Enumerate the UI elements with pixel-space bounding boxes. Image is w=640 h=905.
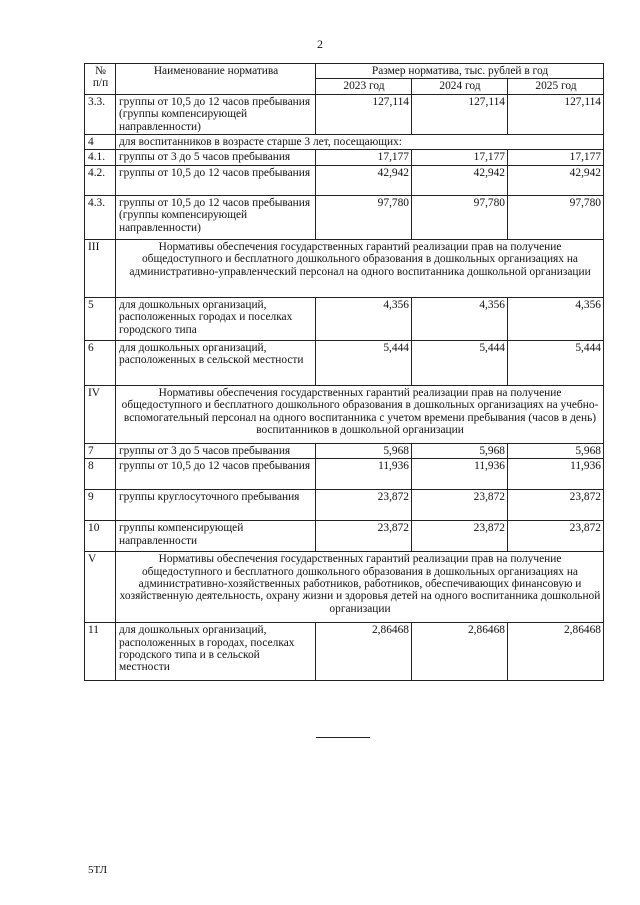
table-row <box>85 195 604 239</box>
row-number: 7 <box>85 443 116 458</box>
header-year-2025: 2025 год <box>508 79 604 94</box>
row-value-2025: 5,968 <box>508 443 604 458</box>
row-number: 9 <box>85 490 116 521</box>
row-number: 6 <box>85 340 116 385</box>
header-year-2023: 2023 год <box>316 79 412 94</box>
section-number: III <box>85 239 116 297</box>
header-size-cell: Размер норматива, тыс. рублей в год <box>316 64 604 79</box>
row-value-2024: 5,444 <box>412 340 508 385</box>
row-name: группы круглосуточного пребывания <box>116 490 316 521</box>
section-number: V <box>85 552 116 623</box>
table-row <box>85 521 604 552</box>
header-number-pp: п/п <box>92 77 109 90</box>
section-number: IV <box>85 385 116 443</box>
row-number: 5 <box>85 297 116 340</box>
table-row <box>85 459 604 490</box>
row-number: 4.1. <box>85 150 116 165</box>
row-value-2023: 11,936 <box>316 459 412 490</box>
row-value-2025: 11,936 <box>508 459 604 490</box>
table-row <box>85 340 604 385</box>
section-title: Нормативы обеспечения государственных гарантий реализации прав на получение общедоступного и бесплатного дошкольного образования в дошкольных организациях на учебно-вспомогательный персонал на одного воспитанника с учетом времени пребывания (часов в день) воспитанников в дошкольной организации <box>116 385 604 443</box>
row-value-2023: 4,356 <box>316 297 412 340</box>
row-value-2023: 5,968 <box>316 443 412 458</box>
section-row-iv <box>85 385 604 443</box>
row-value-2025: 42,942 <box>508 165 604 195</box>
section-title: Нормативы обеспечения государственных гарантий реализации прав на получение общедоступного и бесплатного дошкольного образования в дошкольных организациях на административно-хозяйственных работников, работников, обеспечивающих финансовую и хозяйственную деятельность, охрану жизни и здоровья детей на одного воспитанника дошкольной организации <box>116 552 604 623</box>
row-number: 4 <box>85 135 116 150</box>
row-value-2025: 17,177 <box>508 150 604 165</box>
header-number-cell <box>85 64 116 95</box>
row-number: 3.3. <box>85 94 116 134</box>
row-value-2023: 2,86468 <box>316 623 412 681</box>
row-value-2023: 42,942 <box>316 165 412 195</box>
table-row <box>85 443 604 458</box>
row-name: группы от 10,5 до 12 часов пребывания <box>116 165 316 195</box>
row-name: для дошкольных организаций, расположенных городах и поселках городского типа <box>116 297 316 340</box>
header-name-cell: Наименование норматива <box>116 64 316 95</box>
row-value-2025: 5,444 <box>508 340 604 385</box>
row-value-2023: 97,780 <box>316 195 412 239</box>
page-number: 2 <box>317 37 323 51</box>
row-name: для дошкольных организаций, расположенных в сельской местности <box>116 340 316 385</box>
row-value-2023: 23,872 <box>316 521 412 552</box>
section-row-iii <box>85 239 604 297</box>
row-value-2025: 2,86468 <box>508 623 604 681</box>
row-value-2024: 97,780 <box>412 195 508 239</box>
row-name: группы от 10,5 до 12 часов пребывания (группы компенсирующей направленности) <box>116 195 316 239</box>
row-name: группы от 3 до 5 часов пребывания <box>116 150 316 165</box>
row-value-2024: 42,942 <box>412 165 508 195</box>
row-value-2023: 17,177 <box>316 150 412 165</box>
table-row-subheading <box>85 135 604 150</box>
header-number-sign: № <box>95 65 106 77</box>
row-value-2023: 5,444 <box>316 340 412 385</box>
row-name: группы от 10,5 до 12 часов пребывания <box>116 459 316 490</box>
row-name: группы от 3 до 5 часов пребывания <box>116 443 316 458</box>
section-title: Нормативы обеспечения государственных гарантий реализации прав на получение общедоступного и бесплатного дошкольного образования в дошкольных организациях на административно-управленческий персонал на одного воспитанника дошкольной организации <box>116 239 604 297</box>
row-name: группы от 10,5 до 12 часов пребывания (группы компенсирующей направленности) <box>116 94 316 134</box>
row-number: 4.3. <box>85 195 116 239</box>
footer-code: 5ТЛ <box>88 864 108 876</box>
row-value-2024: 127,114 <box>412 94 508 134</box>
row-value-2024: 23,872 <box>412 490 508 521</box>
row-name: группы компенсирующей направленности <box>116 521 316 552</box>
table-header-row <box>85 64 604 79</box>
section-row-v <box>85 552 604 623</box>
row-value-2024: 23,872 <box>412 521 508 552</box>
table-row <box>85 623 604 681</box>
closing-divider <box>316 737 370 738</box>
row-value-2023: 23,872 <box>316 490 412 521</box>
row-number: 10 <box>85 521 116 552</box>
row-value-2024: 17,177 <box>412 150 508 165</box>
row-value-2025: 127,114 <box>508 94 604 134</box>
table-row <box>85 490 604 521</box>
row-value-2025: 23,872 <box>508 490 604 521</box>
row-number: 4.2. <box>85 165 116 195</box>
row-name: для воспитанников в возрасте старше 3 лет, посещающих: <box>116 135 604 150</box>
table-row <box>85 94 604 134</box>
table-row <box>85 150 604 165</box>
table-row <box>85 297 604 340</box>
row-value-2024: 5,968 <box>412 443 508 458</box>
row-value-2024: 4,356 <box>412 297 508 340</box>
row-value-2023: 127,114 <box>316 94 412 134</box>
row-value-2024: 11,936 <box>412 459 508 490</box>
header-year-2024: 2024 год <box>412 79 508 94</box>
row-value-2025: 97,780 <box>508 195 604 239</box>
table-row <box>85 165 604 195</box>
row-number: 8 <box>85 459 116 490</box>
row-value-2024: 2,86468 <box>412 623 508 681</box>
row-value-2025: 4,356 <box>508 297 604 340</box>
row-value-2025: 23,872 <box>508 521 604 552</box>
row-number: 11 <box>85 623 116 681</box>
row-name: для дошкольных организаций, расположенных в городах, поселках городского типа и в сельской местности <box>116 623 316 681</box>
normatives-table <box>84 63 604 681</box>
